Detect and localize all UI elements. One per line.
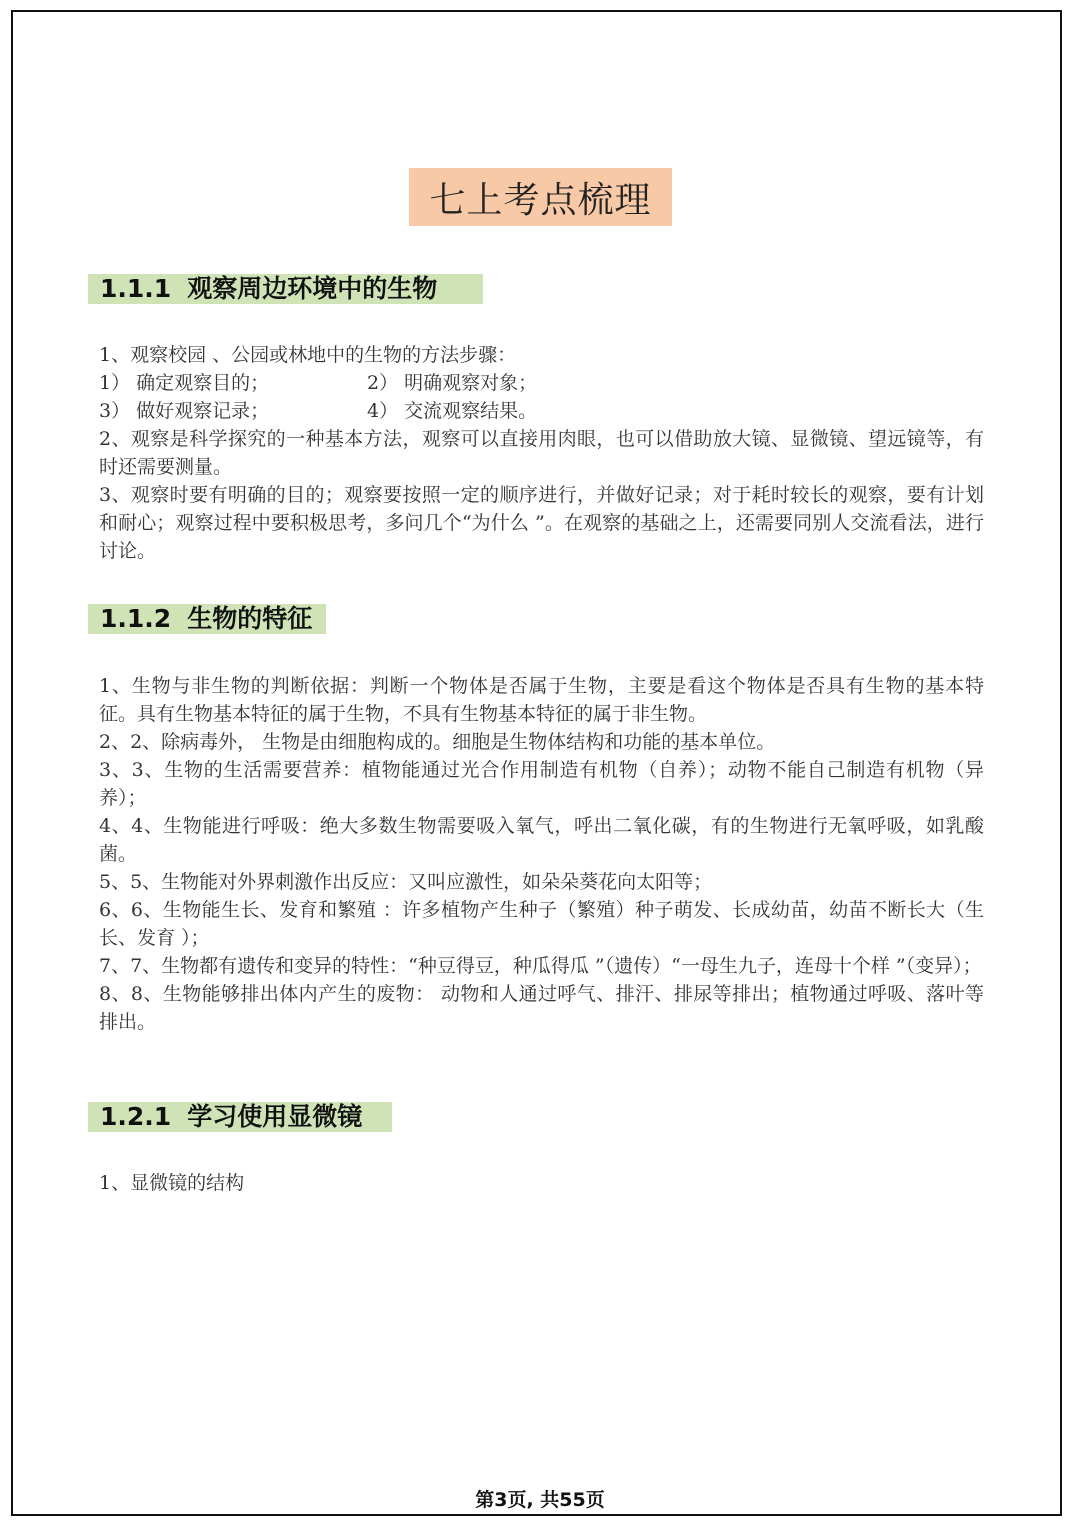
step-item: 2） 明确观察对象； xyxy=(367,372,538,394)
paragraph: 7、7、生物都有遗传和变异的特性：“种豆得豆，种瓜得瓜 ”（遗传）“一母生九子，连母十个样 ”（变异）； xyxy=(99,955,982,977)
section-body-1-2-1 xyxy=(99,1169,984,1197)
section-number: 1.1.1 xyxy=(100,274,172,303)
section-heading-1-1-2 xyxy=(88,604,326,634)
step-row xyxy=(99,369,984,397)
step-item: 4） 交流观察结果。 xyxy=(367,400,538,422)
paragraph: 1、生物与非生物的判断依据：判断一个物体是否属于生物，主要是看这个物体是否具有生物的基本特征。具有生物基本特征的属于生物，不具有生物基本特征的属于非生物。 xyxy=(99,675,984,725)
paragraph: 2、观察是科学探究的一种基本方法，观察可以直接用肉眼，也可以借助放大镜、显微镜、望远镜等，有时还需要测量。 xyxy=(99,428,984,478)
step-item: 3） 做好观察记录； xyxy=(99,400,270,422)
paragraph: 1、显微镜的结构 xyxy=(99,1172,245,1194)
section-heading-1-2-1 xyxy=(88,1102,392,1132)
paragraph: 8、8、生物能够排出体内产生的废物： 动物和人通过呼气、排汗、排尿等排出；植物通过呼吸、落叶等排出。 xyxy=(99,983,984,1033)
paragraph: 5、5、生物能对外界刺激作出反应：又叫应激性，如朵朵葵花向太阳等； xyxy=(99,871,713,893)
section-heading-1-1-1 xyxy=(88,274,483,304)
paragraph: 4、4、生物能进行呼吸：绝大多数生物需要吸入氧气，呼出二氧化碳，有的生物进行无氧呼吸，如乳酸菌。 xyxy=(99,815,984,865)
section-title: 生物的特征 xyxy=(187,604,313,633)
paragraph: 6、6、生物能生长、发育和繁殖 ：许多植物产生种子（繁殖）种子萌发、长成幼苗，幼苗不断长大（生长、发育 ）； xyxy=(99,899,984,949)
section-title: 观察周边环境中的生物 xyxy=(187,274,438,303)
section-number: 1.2.1 xyxy=(100,1102,172,1131)
paragraph: 3、3、生物的生活需要营养：植物能通过光合作用制造有机物（自养）；动物不能自己制造有机物（异养）； xyxy=(99,759,984,809)
section-title: 学习使用显微镜 xyxy=(187,1102,363,1131)
step-item: 1） 确定观察目的； xyxy=(99,372,270,394)
paragraph: 1、观察校园 、公园或林地中的生物的方法步骤： xyxy=(99,344,517,366)
page-number: 第3页, 共55页 xyxy=(475,1489,605,1511)
section-number: 1.1.2 xyxy=(100,604,172,633)
section-body-1-1-1 xyxy=(99,341,984,565)
section-body-1-1-2 xyxy=(99,672,984,1036)
paragraph: 2、2、除病毒外， 生物是由细胞构成的。细胞是生物体结构和功能的基本单位。 xyxy=(99,731,776,753)
paragraph: 3、观察时要有明确的目的；观察要按照一定的顺序进行，并做好记录；对于耗时较长的观察，要有计划和耐心；观察过程中要积极思考，多问几个“为什么 ”。在观察的基础之上，还需要同别人交流看法，进行讨论。 xyxy=(99,484,984,562)
step-row xyxy=(99,397,984,425)
page-title: 七上考点梳理 xyxy=(409,168,672,226)
